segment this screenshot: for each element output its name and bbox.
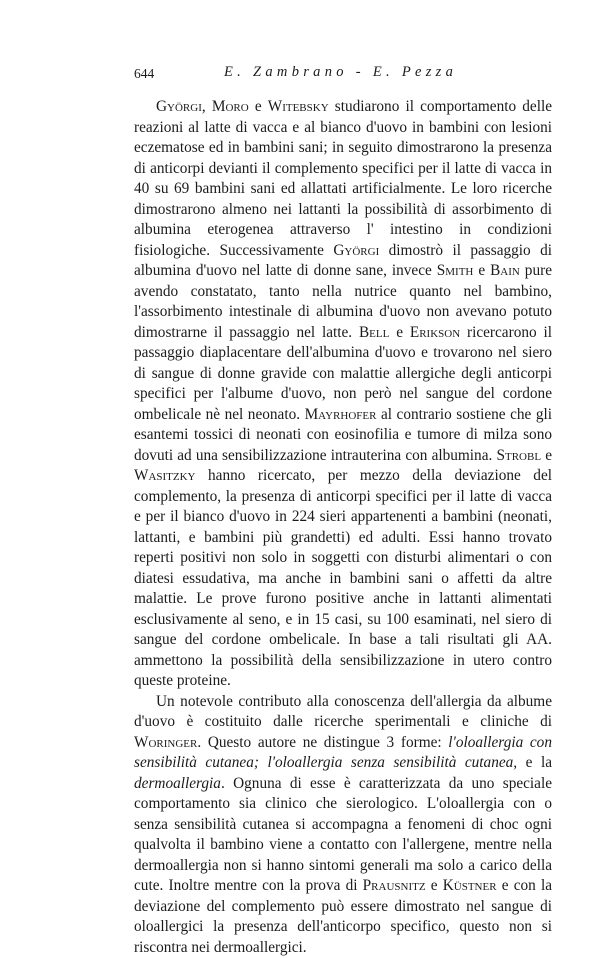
text-run: al contrario sostiene che gli esantemi tossici di neonati con eosinofilia e tumore di milza sono dovuti ad una sensibilizzazione intrauterina con albumina.	[134, 406, 552, 464]
emphasis-term: l'oloallergia senza sensibilità cutanea,	[267, 754, 517, 771]
text-run: . Ognuna di esse è caratterizzata da uno speciale comportamento sia clinico che sierologico. L'oloallergia con o senza sensibilità cutanea si accompagna a fenomeni di choc ogni qualvolta il bambino viene a contatto con l'allergene, mentre nella dermoallergia non si hanno sintomi generali ma solo a carico della cute. Inoltre mentre con la prova di	[134, 775, 552, 895]
text-run: hanno ricercato, per mezzo della deviazione del complemento, la presenza di anticorpi specifici per il latte di vacca e per il bianco d'uovo in 224 sieri appartenenti a bambini (neonati, lattanti, e bambini più grandetti) ed adulti. Essi hanno trovato reperti positivi non solo in soggetti con disturbi alimentari o con diatesi essudativa, ma anche in bambini sani o affetti da altre malattie. Le prove furono positive anche in lattanti alimentati esclusivamente al seno, e in 15 casi, su 100 esaminati, nel siero di sangue del cordone ombelicale. In base a tali risultati gli AA. ammettono la possibilità della sensibilizzazione in utero contro queste proteine.	[134, 467, 552, 689]
text-run: studiarono il comportamento delle reazioni al latte di vacca e al bianco d'uovo in bambini con lesioni eczematose ed in bambini sani; in seguito dimostrarono la presenza di anticorpi devianti il complemento specifici per il latte di vacca in 40 su 69 bambini sani ed allattati artificialmente. Le loro ricerche dimostrarono almeno nei lattanti la possibilità di assorbimento di albumina eterogenea attraverso l' intestino in condizioni fisiologiche. Successivamente	[134, 98, 552, 259]
author-name: Erikson	[410, 324, 460, 341]
text-run: ricercarono il passaggio diaplacentare dell'albumina d'uovo e trovarono nel siero di sangue di donne gravide con malattie allergiche degli anticorpi specifici per l'albume d'uovo, non però nel sangue del cordone ombelicale nè nel neonato.	[134, 324, 552, 423]
text-run: pure avendo constatato, tanto nella nutrice quanto nel bambino, l'assorbimento intestinale di albumina d'uovo non avevano potuto dimostrarne il passaggio nel latte.	[134, 262, 552, 341]
author-name: Strobl	[496, 447, 541, 464]
author-name: Moro	[212, 98, 249, 115]
author-name: Györgi	[333, 242, 379, 259]
author-name: Witebsky	[268, 98, 329, 115]
author-name: Bell	[359, 324, 389, 341]
emphasis-term: dermoallergia	[134, 775, 221, 792]
author-name: Györgi	[156, 98, 202, 115]
body-text	[134, 97, 552, 958]
text-run: e con la deviazione del complemento può essere dimostrato nel sangue di oloallergici la presenza dell'anticorpo specifico, questo non si riscontra nei dermoallergici.	[134, 877, 552, 956]
text-run: e	[389, 324, 410, 341]
emphasis-term: l'oloallergia con sensibilità cutanea;	[134, 734, 552, 772]
text-run: dimostrò il passaggio di albumina d'uovo nel latte di donne sane, invece	[134, 242, 552, 280]
author-name: Prausnitz	[363, 877, 426, 894]
text-run: e	[426, 877, 443, 894]
text-run: e	[541, 447, 552, 464]
text-run: ,	[202, 98, 212, 115]
text-run: Un notevole contributo alla conoscenza dell'allergia da albume d'uovo è costituito dalle ricerche sperimentali e cliniche di	[134, 693, 552, 731]
paragraph	[134, 97, 552, 692]
author-name: Bain	[490, 262, 520, 279]
text-run: e la	[517, 754, 552, 771]
text-run: e	[473, 262, 490, 279]
author-name: Smith	[437, 262, 474, 279]
page-number: 644	[134, 66, 154, 82]
text-run: . Questo autore ne distingue 3 forme:	[197, 734, 448, 751]
author-name: Woringer	[134, 734, 197, 751]
running-header	[0, 62, 600, 86]
author-name: Wasitzky	[134, 467, 196, 484]
running-head-authors: E. Zambrano - E. Pezza	[224, 64, 457, 81]
author-name: Küstner	[443, 877, 497, 894]
text-run: e	[249, 98, 268, 115]
paragraph	[134, 692, 552, 958]
author-name: Mayrhofer	[305, 406, 377, 423]
